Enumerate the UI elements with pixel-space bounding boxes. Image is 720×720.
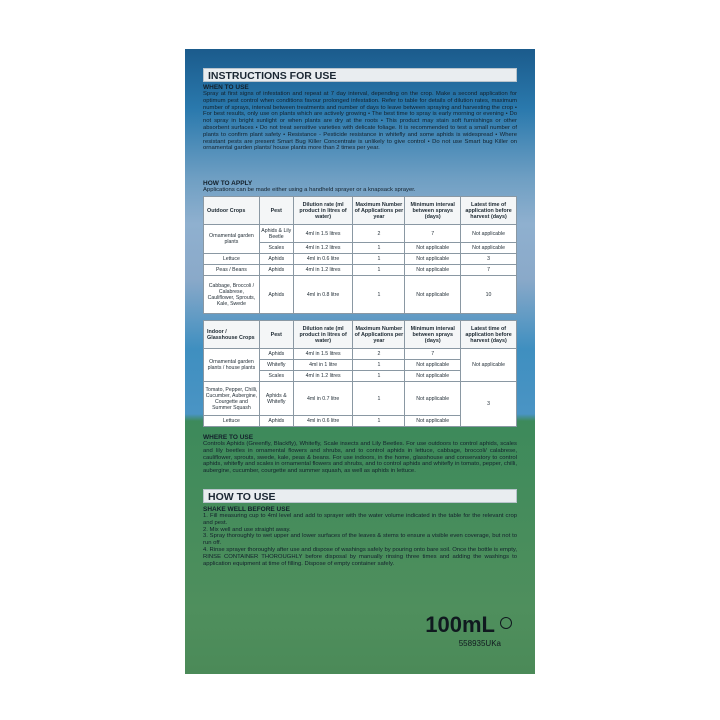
- harvest-cell: 3: [461, 254, 517, 265]
- where-to-use-heading: WHERE TO USE: [203, 434, 254, 441]
- harvest-cell: 7: [461, 265, 517, 276]
- outdoor-crops-table: [203, 196, 517, 314]
- max-applications-cell: 1: [353, 416, 405, 427]
- where-to-use-text: Controls Aphids (Greenfly, Blackfly), Whitefly, Scale insects and Lily Beetles. For use outdoors to control aphids, scales and lily beetles in ornamental flowers and shrubs, and to control aphids in lettuce, cabbage, broccoli/ calabrese, cauliflower, sprouts, swede, kale, peas & beans. For use indoors, in the home, glasshouse and conservatory to control aphids, whitefly and scales in ornamental flowers and shrubs, and to control aphids and whitefly in tomato, pepper, chilli, aubergine, cucumber, courgette and summer squash, as well as aphids in lettuce.: [203, 441, 517, 475]
- crop-cell: Ornamental garden plants / house plants: [204, 349, 260, 382]
- interval-cell: Not applicable: [405, 360, 461, 371]
- how-to-use-heading: HOW TO USE: [203, 489, 517, 503]
- max-applications-cell: 1: [353, 371, 405, 382]
- product-code: 558935UKa: [458, 639, 501, 648]
- interval-cell: Not applicable: [405, 276, 461, 314]
- max-applications-cell: 2: [353, 349, 405, 360]
- pest-cell: Aphids: [259, 349, 293, 360]
- how-to-apply-heading: HOW TO APPLY: [203, 180, 253, 187]
- dilution-cell: 4ml in 0.6 litre: [293, 254, 353, 265]
- how-to-use-steps: [203, 513, 517, 567]
- step-text: 1. Fill measuring cup to 4ml level and add to sprayer with the water volume indicated in the table for the relevant crop and pest.: [203, 513, 517, 526]
- dilution-cell: 4ml in 1.2 litres: [293, 265, 353, 276]
- crop-cell: Tomato, Pepper, Chilli, Cucumber, Aubergine, Courgette and Summer Squash: [204, 382, 260, 416]
- dilution-cell: 4ml in 0.8 litre: [293, 276, 353, 314]
- table-row: [204, 225, 517, 243]
- instructions-heading: INSTRUCTIONS FOR USE: [203, 68, 517, 82]
- column-header: Minimum interval between sprays (days): [405, 197, 461, 225]
- step-text: 4. Rinse sprayer thoroughly after use and dispose of washings safely by pouring onto bare soil. Once the bottle is empty, RINSE CONTAINER THOROUGHLY before disposal by manually rinsing three times and adding the washings to application equipment at time of filling. Dispose of empty container safely.: [203, 546, 517, 567]
- table-row: [204, 276, 517, 314]
- table-row: [204, 254, 517, 265]
- dilution-cell: 4ml in 0.6 litre: [293, 416, 353, 427]
- column-header: Dilution rate (ml product in litres of water): [293, 197, 353, 225]
- when-to-use-heading: WHEN TO USE: [203, 84, 249, 91]
- pest-cell: Aphids: [259, 265, 293, 276]
- max-applications-cell: 1: [353, 243, 405, 254]
- crop-cell: Cabbage, Broccoli / Calabrese, Cauliflower, Sprouts, Kale, Swede: [204, 276, 260, 314]
- harvest-cell: 10: [461, 276, 517, 314]
- estimated-sign-icon: [500, 617, 512, 629]
- step-text: 3. Spray thoroughly to wet upper and lower surfaces of the leaves & stems to ensure a visible even coverage, but not to run off.: [203, 533, 517, 547]
- harvest-cell: 3: [461, 382, 517, 427]
- shake-well-heading: SHAKE WELL BEFORE USE: [203, 506, 290, 513]
- interval-cell: 7: [405, 349, 461, 360]
- harvest-cell: Not applicable: [461, 225, 517, 243]
- column-header: Minimum interval between sprays (days): [405, 321, 461, 349]
- column-header: Maximum Number of Applications per year: [353, 321, 405, 349]
- crop-cell: Ornamental garden plants: [204, 225, 260, 254]
- how-to-apply-text: Applications can be made either using a handheld sprayer or a knapsack sprayer.: [203, 187, 416, 193]
- max-applications-cell: 1: [353, 254, 405, 265]
- crop-cell: Peas / Beans: [204, 265, 260, 276]
- dilution-cell: 4ml in 1.2 litres: [293, 371, 353, 382]
- dilution-cell: 4ml in 1.5 litres: [293, 225, 353, 243]
- column-header: Pest: [259, 197, 293, 225]
- step-text: 2. Mix well and use straight away.: [203, 526, 291, 533]
- interval-cell: Not applicable: [405, 254, 461, 265]
- crop-cell: Lettuce: [204, 416, 260, 427]
- crop-cell: Lettuce: [204, 254, 260, 265]
- dilution-cell: 4ml in 1.5 litres: [293, 349, 353, 360]
- column-header: Indoor / Glasshouse Crops: [204, 321, 260, 349]
- harvest-cell: Not applicable: [461, 243, 517, 254]
- max-applications-cell: 1: [353, 265, 405, 276]
- max-applications-cell: 2: [353, 225, 405, 243]
- harvest-cell: Not applicable: [461, 349, 517, 382]
- column-header: Dilution rate (ml product in litres of water): [293, 321, 353, 349]
- column-header: Outdoor Crops: [204, 197, 260, 225]
- table-row: [204, 265, 517, 276]
- table-header-row: [204, 321, 517, 349]
- volume-label: 100mL: [425, 612, 495, 637]
- pest-cell: Aphids: [259, 276, 293, 314]
- table-row: [204, 382, 517, 416]
- interval-cell: Not applicable: [405, 382, 461, 416]
- dilution-cell: 4ml in 0.7 litre: [293, 382, 353, 416]
- pest-cell: Whitefly: [259, 360, 293, 371]
- interval-cell: Not applicable: [405, 416, 461, 427]
- column-header: Pest: [259, 321, 293, 349]
- max-applications-cell: 1: [353, 382, 405, 416]
- table-header-row: [204, 197, 517, 225]
- column-header: Latest time of application before harvest (days): [461, 321, 517, 349]
- pest-cell: Aphids & Lily Beetle: [259, 225, 293, 243]
- interval-cell: Not applicable: [405, 243, 461, 254]
- pest-cell: Scales: [259, 243, 293, 254]
- pest-cell: Aphids: [259, 416, 293, 427]
- pest-cell: Aphids: [259, 254, 293, 265]
- interval-cell: Not applicable: [405, 265, 461, 276]
- product-label: [185, 49, 535, 674]
- table-row: [204, 349, 517, 360]
- max-applications-cell: 1: [353, 276, 405, 314]
- max-applications-cell: 1: [353, 360, 405, 371]
- column-header: Maximum Number of Applications per year: [353, 197, 405, 225]
- indoor-crops-table: [203, 320, 517, 427]
- when-to-use-text: Spray at first signs of infestation and repeat at 7 day interval, depending on the crop. Make a second application for optimum pest control when conditions favour prolonged infestation. Refer to table for details of dilution rates, maximum number of sprays, interval between treatments and number of days to leave between spraying and harvesting the crop • For best results, only use on plants which are actively growing • The best time to spray is early morning or evening • Do not spray in bright sunlight or when plants are dry at the roots • This product may stain soft furnishings or other absorbent surfaces • Do not treat sensitive varieties with delicate foliage. It is recommended to test a small number of plants to confirm plant safety • Resistance - Pesticide resistance in whitefly and some aphids is widespread • Where resistant pests are present Smart Bug Killer Concentrate is unlikely to give control • Do not use Smart bug Killer on ornamental garden plants/ house plants more than 2 times per year.: [203, 91, 517, 152]
- pest-cell: Aphids & Whitefly: [259, 382, 293, 416]
- pest-cell: Scales: [259, 371, 293, 382]
- dilution-cell: 4ml in 1.2 litres: [293, 243, 353, 254]
- interval-cell: Not applicable: [405, 371, 461, 382]
- column-header: Latest time of application before harvest (days): [461, 197, 517, 225]
- dilution-cell: 4ml in 1 litre: [293, 360, 353, 371]
- interval-cell: 7: [405, 225, 461, 243]
